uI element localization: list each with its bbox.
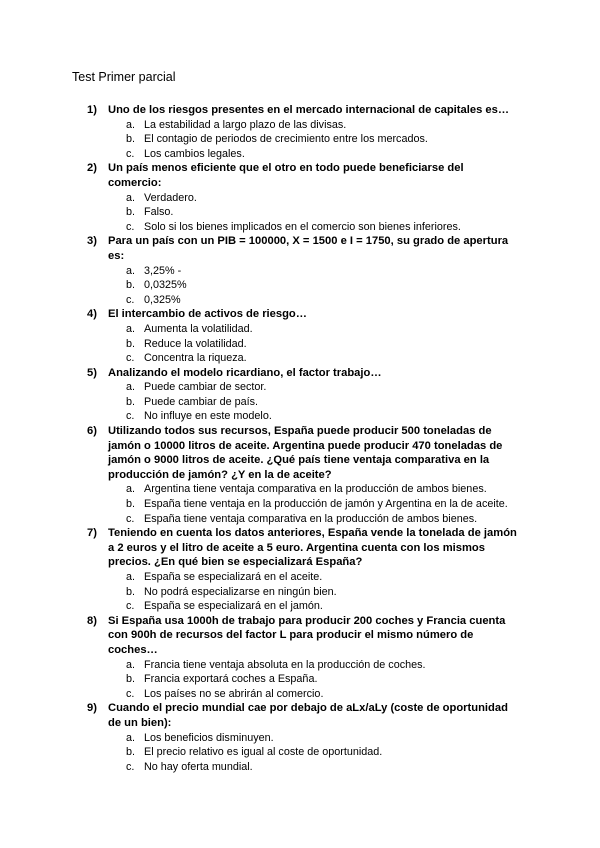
question-number: 8) [87,614,97,627]
option-text: Aumenta la volatilidad. [144,322,253,335]
question-9 [0,701,600,774]
option-letter: b. [126,746,136,759]
question-5 [0,366,600,424]
answer-option [0,395,600,410]
option-text: No hay oferta mundial. [144,760,253,773]
answer-option [0,147,600,162]
answer-option [0,220,600,235]
question-number: 9) [87,702,97,715]
option-letter: a. [126,483,136,496]
question-text: Un país menos eficiente que el otro en todo puede beneficiarse del comercio: [108,162,464,189]
question-text: El intercambio de activos de riesgo… [108,308,307,321]
option-text: Los beneficios disminuyen. [144,731,274,744]
option-letter: a. [126,658,136,671]
option-text: Los cambios legales. [144,147,245,160]
option-letter: a. [126,118,136,131]
option-text: España tiene ventaja en la producción de jamón y Argentina en la de aceite. [144,498,508,511]
option-letter: c. [126,147,135,160]
option-letter: b. [126,279,136,292]
option-text: No influye en este modelo. [144,410,272,423]
question-text: Cuando el precio mundial cae por debajo de aLx/aLy (coste de oportunidad de un bien): [108,702,508,729]
answer-option [0,278,600,293]
option-letter: c. [126,512,135,525]
option-text: El contagio de periodos de crecimiento entre los mercados. [144,133,428,146]
option-text: El precio relativo es igual al coste de oportunidad. [144,746,383,759]
option-letter: c. [126,352,135,365]
option-list [0,191,600,235]
option-letter: b. [126,673,136,686]
question-1 [0,103,600,161]
option-text: Concentra la riqueza. [144,352,247,365]
answer-option [0,570,600,585]
option-text: Los países no se abrirán al comercio. [144,687,324,700]
option-list [0,118,600,162]
option-text: Verdadero. [144,191,197,204]
question-number: 3) [87,235,97,248]
question-number: 4) [87,308,97,321]
answer-option [0,585,600,600]
answer-option [0,380,600,395]
question-6 [0,424,600,526]
answer-option [0,264,600,279]
option-letter: a. [126,322,136,335]
question-4 [0,307,600,365]
option-letter: c. [126,220,135,233]
answer-option [0,351,600,366]
option-list [0,731,600,775]
option-text: Falso. [144,206,174,219]
question-text: Teniendo en cuenta los datos anteriores, España vende la tonelada de jamón a 2 euros y el litro de aceite a 5 euro. Argentina cuenta con los mismos precios. ¿En qué bien se especializará España? [108,527,517,569]
option-text: Reduce la volatilidad. [144,337,247,350]
option-text: No podrá especializarse en ningún bien. [144,585,337,598]
option-text: La estabilidad a largo plazo de las divisas. [144,118,347,131]
option-text: 0,0325% [144,279,187,292]
answer-option [0,118,600,133]
question-7 [0,526,600,614]
option-letter: c. [126,410,135,423]
option-letter: c. [126,760,135,773]
answer-option [0,482,600,497]
option-letter: b. [126,395,136,408]
option-text: Francia exportará coches a España. [144,673,318,686]
answer-option [0,658,600,673]
question-text: Utilizando todos sus recursos, España puede producir 500 toneladas de jamón o 10000 litros de aceite. Argentina puede producir 470 toneladas de jamón o 9000 litros de aceite. ¿Qué país tiene ventaja comparativa en la producción de jamón? ¿Y en la de aceite? [108,425,503,481]
option-letter: b. [126,337,136,350]
option-letter: b. [126,133,136,146]
answer-option [0,687,600,702]
answer-option [0,731,600,746]
question-text: Para un país con un PIB = 100000, X = 1500 e I = 1750, su grado de apertura es: [108,235,509,262]
question-text: Si España usa 1000h de trabajo para producir 200 coches y Francia cuenta con 900h de recursos del factor L para producir el mismo número de coches… [108,614,506,656]
question-number: 7) [87,527,97,540]
option-letter: a. [126,264,136,277]
option-letter: c. [126,687,135,700]
option-list [0,322,600,366]
option-text: España se especializará en el aceite. [144,571,323,583]
page-title: Test Primer parcial [72,70,176,84]
question-list [0,103,600,774]
option-letter: b. [126,498,136,511]
option-letter: a. [126,191,136,204]
option-text: Francia tiene ventaja absoluta en la producción de coches. [144,658,426,671]
answer-option [0,599,600,614]
option-letter: b. [126,206,136,219]
option-text: Puede cambiar de sector. [144,381,267,394]
option-text: 3,25% - [144,264,182,277]
option-text: Solo si los bienes implicados en el comercio son bienes inferiores. [144,220,461,233]
question-8 [0,614,600,702]
option-letter: a. [126,731,136,744]
answer-option [0,760,600,775]
option-letter: a. [126,571,136,583]
answer-option [0,322,600,337]
option-text: 0,325% [144,293,181,306]
question-text: Analizando el modelo ricardiano, el factor trabajo… [108,366,382,379]
option-text: España se especializará en el jamón. [144,600,323,613]
option-list [0,658,600,702]
option-letter: c. [126,293,135,306]
option-letter: a. [126,381,136,394]
option-text: Argentina tiene ventaja comparativa en la producción de ambos bienes. [144,483,487,496]
option-text: Puede cambiar de país. [144,395,259,408]
answer-option [0,337,600,352]
option-list [0,482,600,526]
option-letter: b. [126,585,136,598]
question-3 [0,234,600,307]
answer-option [0,132,600,147]
answer-option [0,672,600,687]
answer-option [0,745,600,760]
answer-option [0,497,600,512]
question-number: 2) [87,162,97,175]
answer-option [0,409,600,424]
answer-option [0,293,600,308]
question-number: 1) [87,104,97,116]
question-number: 5) [87,366,97,379]
question-2 [0,161,600,234]
option-text: España tiene ventaja comparativa en la producción de ambos bienes. [144,512,478,525]
answer-option [0,191,600,206]
option-letter: c. [126,600,135,613]
answer-option [0,512,600,527]
option-list [0,570,600,614]
question-text: Uno de los riesgos presentes en el mercado internacional de capitales es… [108,104,510,116]
option-list [0,380,600,424]
option-list [0,264,600,308]
question-number: 6) [87,425,97,438]
answer-option [0,205,600,220]
